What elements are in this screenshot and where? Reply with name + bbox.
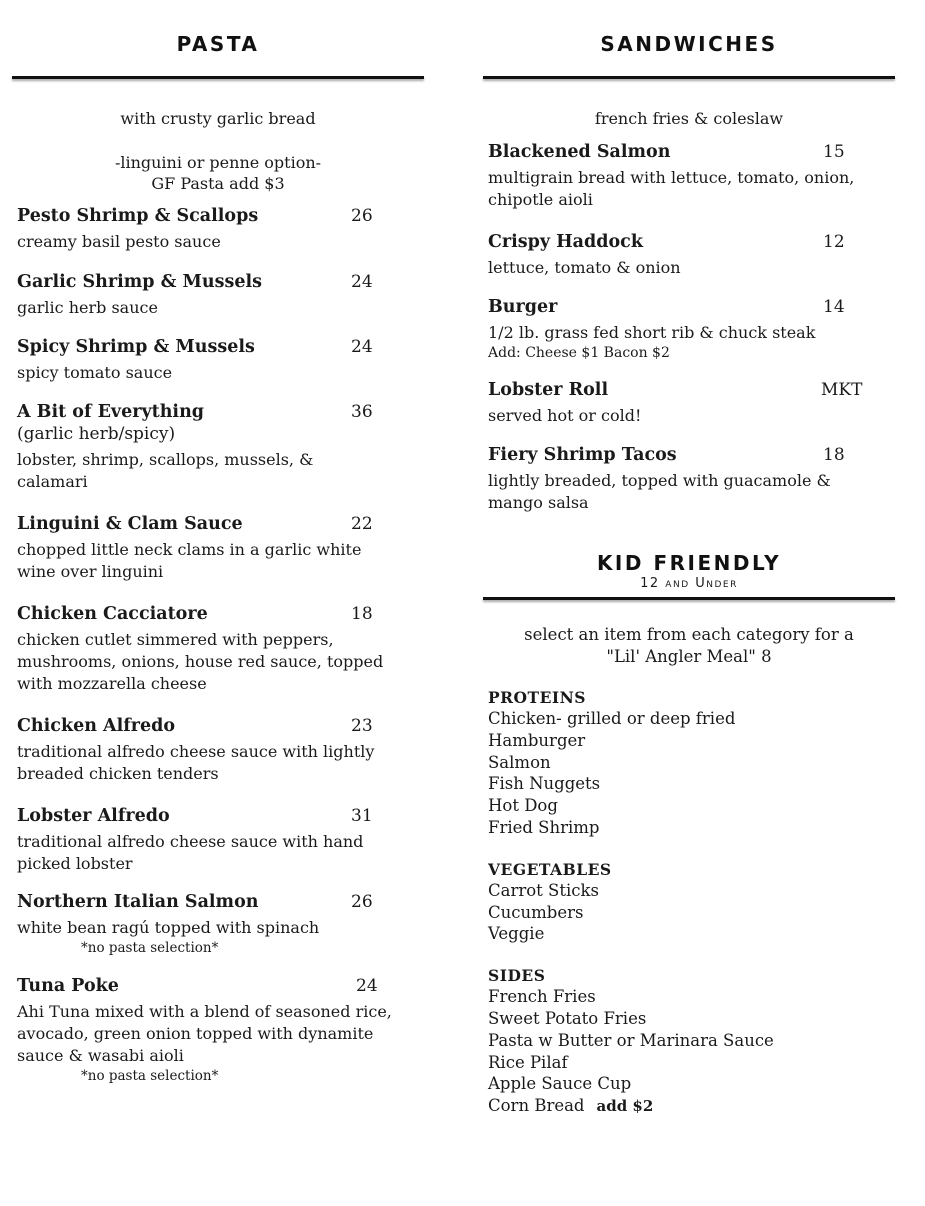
item-price: MKT: [821, 380, 863, 400]
item-name: Northern Italian Salmon: [17, 892, 259, 912]
item-name: Crispy Haddock: [488, 232, 643, 252]
pasta-bread-note: with crusty garlic bread: [120, 109, 316, 128]
item-description: lobster, shrimp, scallops, mussels, & calamari: [17, 450, 314, 491]
addon-price: add $2: [596, 1097, 654, 1116]
item-name: Fiery Shrimp Tacos: [488, 445, 677, 465]
proteins-list: [488, 708, 895, 839]
menu-item: [12, 715, 424, 785]
item-price: 18: [823, 445, 845, 465]
item-price: 26: [351, 892, 373, 912]
item-price: 24: [351, 337, 373, 357]
kid-friendly-title: KID FRIENDLY: [596, 551, 782, 575]
list-item-label: Corn Bread: [488, 1096, 585, 1116]
item-name: A Bit of Everything: [17, 402, 205, 422]
item-description: multigrain bread with lettuce, tomato, onion, chipotle aioli: [488, 168, 855, 209]
vegetables-title: VEGETABLES: [488, 859, 612, 879]
item-addon: Add: Cheese $1 Bacon $2: [488, 345, 670, 361]
item-name: Pesto Shrimp & Scallops: [17, 206, 259, 226]
item-name: Chicken Alfredo: [17, 716, 176, 736]
item-description: lettuce, tomato & onion: [488, 258, 681, 277]
list-item: Fried Shrimp: [488, 817, 600, 837]
item-note: *no pasta selection*: [81, 940, 219, 956]
item-description: traditional alfredo cheese sauce with hand picked lobster: [17, 832, 364, 873]
menu-item: [12, 805, 424, 875]
menu-item: [12, 401, 424, 493]
item-description: 1/2 lb. grass fed short rib & chuck steak: [488, 323, 816, 342]
item-description: chicken cutlet simmered with peppers, mushrooms, onions, house red sauce, topped with mozzarella cheese: [17, 630, 384, 693]
list-item: French Fries: [488, 987, 596, 1007]
item-name: Blackened Salmon: [488, 142, 671, 162]
list-item: Veggie: [488, 924, 545, 944]
list-item: Hot Dog: [488, 796, 558, 816]
proteins-title: PROTEINS: [488, 688, 586, 707]
item-price: 24: [356, 976, 378, 996]
sandwiches-title: SANDWICHES: [600, 32, 778, 56]
item-price: 14: [823, 297, 845, 317]
pasta-divider: [12, 76, 424, 79]
sandwiches-side-note: french fries & coleslaw: [594, 109, 784, 128]
vegetables-group: [483, 860, 895, 945]
item-price: 23: [351, 716, 373, 736]
item-price: 18: [351, 604, 373, 624]
item-description: served hot or cold!: [488, 406, 642, 425]
item-subtitle: (garlic herb/spicy): [17, 424, 176, 444]
menu-item: [483, 141, 895, 211]
menu-item: [483, 296, 895, 362]
right-column: [483, 0, 895, 1118]
sides-group: [483, 966, 895, 1118]
item-description: spicy tomato sauce: [17, 363, 173, 382]
item-description: white bean ragú topped with spinach: [17, 918, 320, 937]
item-name: Tuna Poke: [17, 976, 119, 996]
item-name: Chicken Cacciatore: [17, 604, 208, 624]
list-item: Carrot Sticks: [488, 880, 599, 900]
list-item: Pasta w Butter or Marinara Sauce: [488, 1030, 774, 1050]
item-price: 36: [351, 402, 373, 422]
kid-friendly-divider: [483, 597, 895, 600]
item-description: lightly breaded, topped with guacamole & mango salsa: [488, 471, 831, 512]
kid-friendly-subtitle: 12 and Under: [640, 576, 738, 591]
item-description: Ahi Tuna mixed with a blend of seasoned rice, avocado, green onion topped with dynamite sauce & wasabi aioli: [17, 1002, 392, 1065]
kid-meal-price: "Lil' Angler Meal" 8: [606, 647, 772, 666]
item-description: traditional alfredo cheese sauce with lightly breaded chicken tenders: [17, 742, 375, 783]
pasta-section: [12, 0, 424, 1085]
item-name: Spicy Shrimp & Mussels: [17, 337, 255, 357]
pasta-gf-note: GF Pasta add $3: [151, 174, 285, 193]
list-item: Salmon: [488, 752, 551, 772]
menu-item: [483, 379, 895, 427]
proteins-group: [483, 688, 895, 839]
vegetables-list: [488, 880, 895, 945]
list-item: [488, 1095, 895, 1118]
list-item: Sweet Potato Fries: [488, 1008, 647, 1028]
item-price: 22: [351, 514, 373, 534]
item-name: Lobster Alfredo: [17, 806, 170, 826]
sides-title: SIDES: [488, 966, 546, 986]
pasta-title: PASTA: [176, 32, 260, 56]
menu-item: [483, 231, 895, 279]
item-name: Garlic Shrimp & Mussels: [17, 272, 262, 292]
menu-item: [483, 444, 895, 514]
item-name: Burger: [488, 297, 558, 317]
menu-item: [12, 975, 424, 1085]
list-item: Cucumbers: [488, 902, 584, 922]
list-item: Hamburger: [488, 730, 586, 750]
item-name: Lobster Roll: [488, 380, 609, 400]
item-price: 15: [823, 142, 845, 162]
item-description: creamy basil pesto sauce: [17, 232, 221, 251]
item-price: 26: [351, 206, 373, 226]
menu-item: [12, 205, 424, 253]
menu-item: [12, 336, 424, 384]
item-price: 12: [823, 232, 845, 252]
menu-item: [12, 271, 424, 319]
list-item: Fish Nuggets: [488, 774, 601, 794]
item-price: 31: [351, 806, 373, 826]
kid-meal-note: select an item from each category for a: [524, 625, 854, 644]
sides-list: [488, 986, 895, 1118]
item-name: Linguini & Clam Sauce: [17, 514, 243, 534]
item-description: garlic herb sauce: [17, 298, 158, 317]
item-description: chopped little neck clams in a garlic white wine over linguini: [17, 540, 362, 581]
pasta-option-note: -linguini or penne option-: [114, 153, 322, 172]
menu-item: [12, 603, 424, 695]
list-item: Apple Sauce Cup: [488, 1074, 632, 1094]
item-note: *no pasta selection*: [81, 1068, 219, 1084]
menu-item: [12, 513, 424, 583]
menu-item: [12, 891, 424, 957]
list-item: Rice Pilaf: [488, 1052, 568, 1072]
sandwiches-divider: [483, 76, 895, 79]
list-item: Chicken- grilled or deep fried: [488, 709, 736, 728]
item-price: 24: [351, 272, 373, 292]
